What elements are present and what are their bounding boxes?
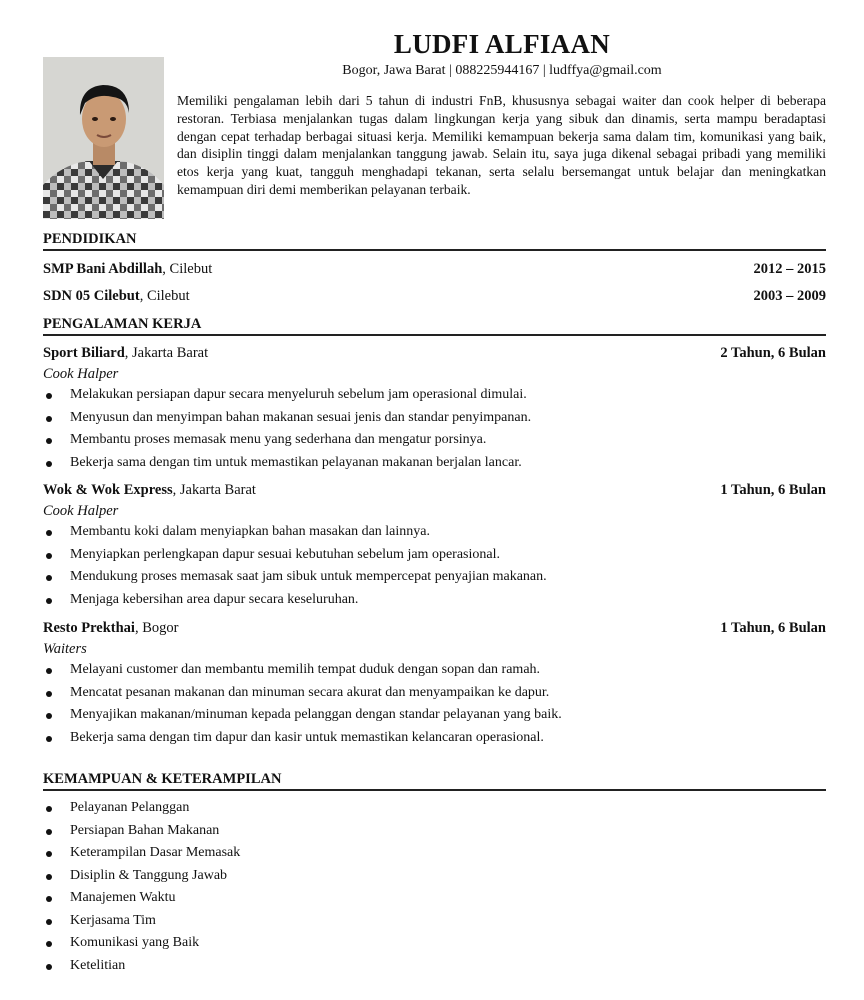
education-years: 2003 – 2009 — [753, 288, 826, 304]
list-item: Keterampilan Dasar Memasak — [43, 842, 826, 865]
education-section-title: PENDIDIKAN — [43, 230, 826, 251]
list-item: Melayani customer dan membantu memilih tempat duduk dengan sopan dan ramah. — [43, 659, 826, 682]
list-item: Kerjasama Tim — [43, 910, 826, 933]
company-location: , Jakarta Barat — [124, 345, 209, 361]
school-name: SDN 05 Cilebut — [43, 288, 140, 304]
list-item: Bekerja sama dengan tim dapur dan kasir untuk memastikan kelancaran operasional. — [43, 727, 826, 750]
job-role: Cook Halper — [43, 503, 119, 519]
job-duties-list — [43, 521, 826, 611]
education-item — [43, 259, 826, 279]
job-role: Cook Halper — [43, 366, 119, 382]
list-item: Ketelitian — [43, 955, 826, 978]
list-item: Melakukan persiapan dapur secara menyeluruh sebelum jam operasional dimulai. — [43, 384, 826, 407]
job-header — [43, 343, 826, 363]
contact-line: Bogor, Jawa Barat | 088225944167 | ludffya@gmail.com — [342, 63, 662, 78]
profile-photo — [43, 57, 164, 219]
list-item: Menjaga kebersihan area dapur secara keseluruhan. — [43, 589, 826, 612]
list-item: Disiplin & Tanggung Jawab — [43, 865, 826, 888]
list-item: Menyajikan makanan/minuman kepada pelanggan dengan standar pelayanan yang baik. — [43, 704, 826, 727]
job-duration: 1 Tahun, 6 Bulan — [720, 482, 826, 498]
job-duties-list — [43, 659, 826, 749]
list-item: Bekerja sama dengan tim untuk memastikan pelayanan makanan berjalan lancar. — [43, 452, 826, 475]
job-duration: 1 Tahun, 6 Bulan — [720, 620, 826, 636]
company-location: , Jakarta Barat — [172, 482, 256, 498]
candidate-name: LUDFI ALFIAAN — [393, 29, 611, 59]
school-location: , Cilebut — [139, 288, 190, 304]
company-name: Sport Biliard — [43, 345, 125, 361]
list-item: Menyusun dan menyimpan bahan makanan sesuai jenis dan standar penyimpanan. — [43, 407, 826, 430]
list-item: Membantu koki dalam menyiapkan bahan masakan dan lainnya. — [43, 521, 826, 544]
list-item: Menyiapkan perlengkapan dapur sesuai kebutuhan sebelum jam operasional. — [43, 544, 826, 567]
school-name: SMP Bani Abdillah — [43, 261, 163, 277]
job-role: Waiters — [43, 641, 87, 657]
company-name: Resto Prekthai — [43, 620, 135, 636]
list-item: Pelayanan Pelanggan — [43, 797, 826, 820]
list-item: Persiapan Bahan Makanan — [43, 820, 826, 843]
education-item — [43, 286, 826, 306]
list-item: Manajemen Waktu — [43, 887, 826, 910]
skills-section-title: KEMAMPUAN & KETERAMPILAN — [43, 770, 826, 791]
company-location: , Bogor — [134, 620, 179, 636]
education-years: 2012 – 2015 — [753, 261, 826, 277]
school-location: , Cilebut — [162, 261, 213, 277]
list-item: Komunikasi yang Baik — [43, 932, 826, 955]
list-item: Mendukung proses memasak saat jam sibuk untuk mempercepat penyajian makanan. — [43, 566, 826, 589]
list-item: Mencatat pesanan makanan dan minuman secara akurat dan menyampaikan ke dapur. — [43, 682, 826, 705]
skills-list — [43, 797, 826, 977]
job-header — [43, 480, 826, 500]
job-duties-list — [43, 384, 826, 474]
profile-summary: Memiliki pengalaman lebih dari 5 tahun di industri FnB, khususnya sebagai waiter dan cook helper di beberapa restoran. Terbiasa menjalankan tugas dalam lingkungan kerja yang sibuk dan dinamis, serta mampu beradaptasi dengan cepat terhadap berbagai situasi kerja. Memiliki kemampuan bekerja sama dalam tim, komunikasi yang baik, dan disiplin tinggi dalam menjalankan tanggung jawab. Selain itu, saya juga dikenal sebagai pribadi yang memiliki etos kerja yang kuat, tangguh menghadapi tekanan, serta selalu bersemangat untuk belajar dan meningkatkan kemampuan diri demi memberikan pelayanan terbaik. — [177, 93, 826, 197]
company-name: Wok & Wok Express — [43, 482, 173, 498]
list-item: Membantu proses memasak menu yang sederhana dan mengatur porsinya. — [43, 429, 826, 452]
job-duration: 2 Tahun, 6 Bulan — [720, 345, 826, 361]
job-header — [43, 618, 826, 638]
experience-section-title: PENGALAMAN KERJA — [43, 315, 826, 336]
